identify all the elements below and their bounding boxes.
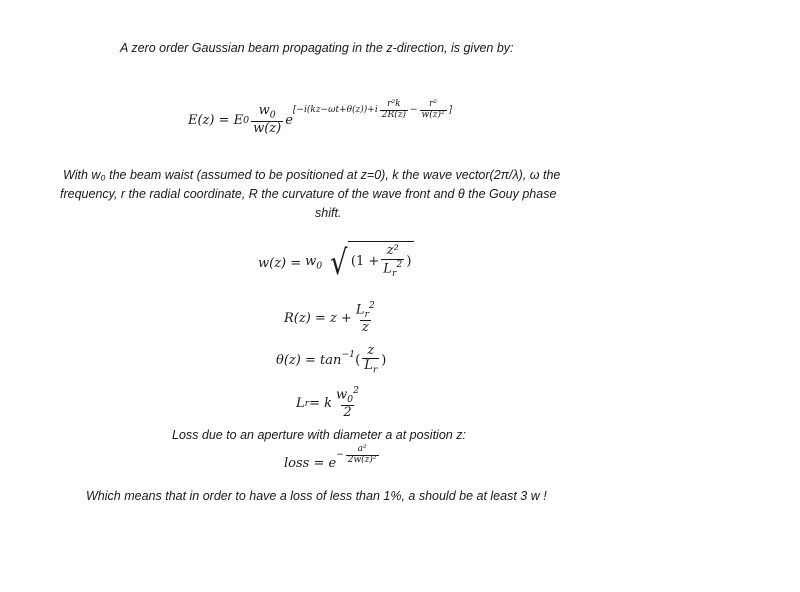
- loss-exponent-fraction: $\frac{\text{a²}}{\text{2w(z)²}}$: [347, 443, 377, 465]
- equation-rayleigh-length: L r = k $\frac{w_0^2}{2}$: [296, 384, 360, 420]
- waist-w0: $w_0$: [305, 254, 323, 272]
- sqrt-icon: √: [330, 243, 348, 283]
- gouy-fraction: $\frac{z}{L_r}$: [364, 342, 378, 376]
- intro-text: A zero order Gaussian beam propagating in the z-direction, is given by:: [120, 41, 514, 55]
- field-lhs-sub: 0: [243, 114, 250, 126]
- exponent-fraction-width: $\frac{\text{r²}}{\text{w(z)²}}$: [421, 98, 445, 120]
- equation-curvature: [284, 300, 379, 336]
- field-exponent: [−i(kz−ωt+θ(z))+i $\frac{\text{r²k}}{2R(z)}$ − $\frac{\text{r²}}{\text{w(z)²}}$ ]: [292, 98, 453, 120]
- equation-field: [188, 100, 452, 140]
- rayleigh-fraction: $\frac{w_0^2}{2}$: [336, 384, 360, 420]
- waist-fraction: $\frac{\text{z²}}{L_r^2}$: [383, 243, 403, 279]
- loss-intro-text: Loss due to an aperture with diameter a at position z:: [172, 428, 466, 442]
- equation-loss: [284, 443, 381, 480]
- fraction-numerator: $w_0$: [258, 102, 276, 121]
- curvature-fraction: $\frac{L_r^2}{z}$: [355, 299, 375, 335]
- description-line-3: shift.: [315, 206, 342, 220]
- description-line-1: With w₀ the beam waist (assumed to be positioned at z=0), k the wave vector(2π/λ), ω the: [63, 168, 561, 182]
- exponent-fraction-curvature: $\frac{\text{r²k}}{2R(z)}$: [381, 98, 406, 120]
- field-amplitude-fraction: [251, 104, 283, 136]
- field-lhs: E(z) = E: [188, 112, 244, 128]
- gouy-lhs: θ(z) = tan: [276, 352, 342, 368]
- square-root: [328, 243, 414, 283]
- exponential-base: e: [285, 112, 293, 128]
- description-line-2: frequency, r the radial coordinate, R the curvature of the wave front and θ the Gouy phase: [60, 187, 557, 201]
- rayleigh-lhs: L: [296, 395, 305, 411]
- fraction-denominator: w(z): [253, 120, 282, 136]
- curvature-lhs: R(z) = z +: [284, 310, 352, 326]
- conclusion-text: Which means that in order to have a loss of less than 1%, a should be at least 3 w !: [86, 489, 547, 503]
- loss-lhs: loss = e: [284, 455, 337, 471]
- equation-gouy-phase: θ(z) = tan $^{-1}$ ( $\frac{z}{L_r}$ ): [276, 342, 387, 376]
- loss-exponent: − $\frac{\text{a²}}{\text{2w(z)²}}$: [336, 443, 377, 465]
- waist-lhs: w(z) =: [258, 255, 302, 271]
- sqrt-radicand: (1 + $\frac{\text{z²}}{L_r^2}$ ): [348, 241, 415, 279]
- equation-beam-width: [258, 240, 414, 286]
